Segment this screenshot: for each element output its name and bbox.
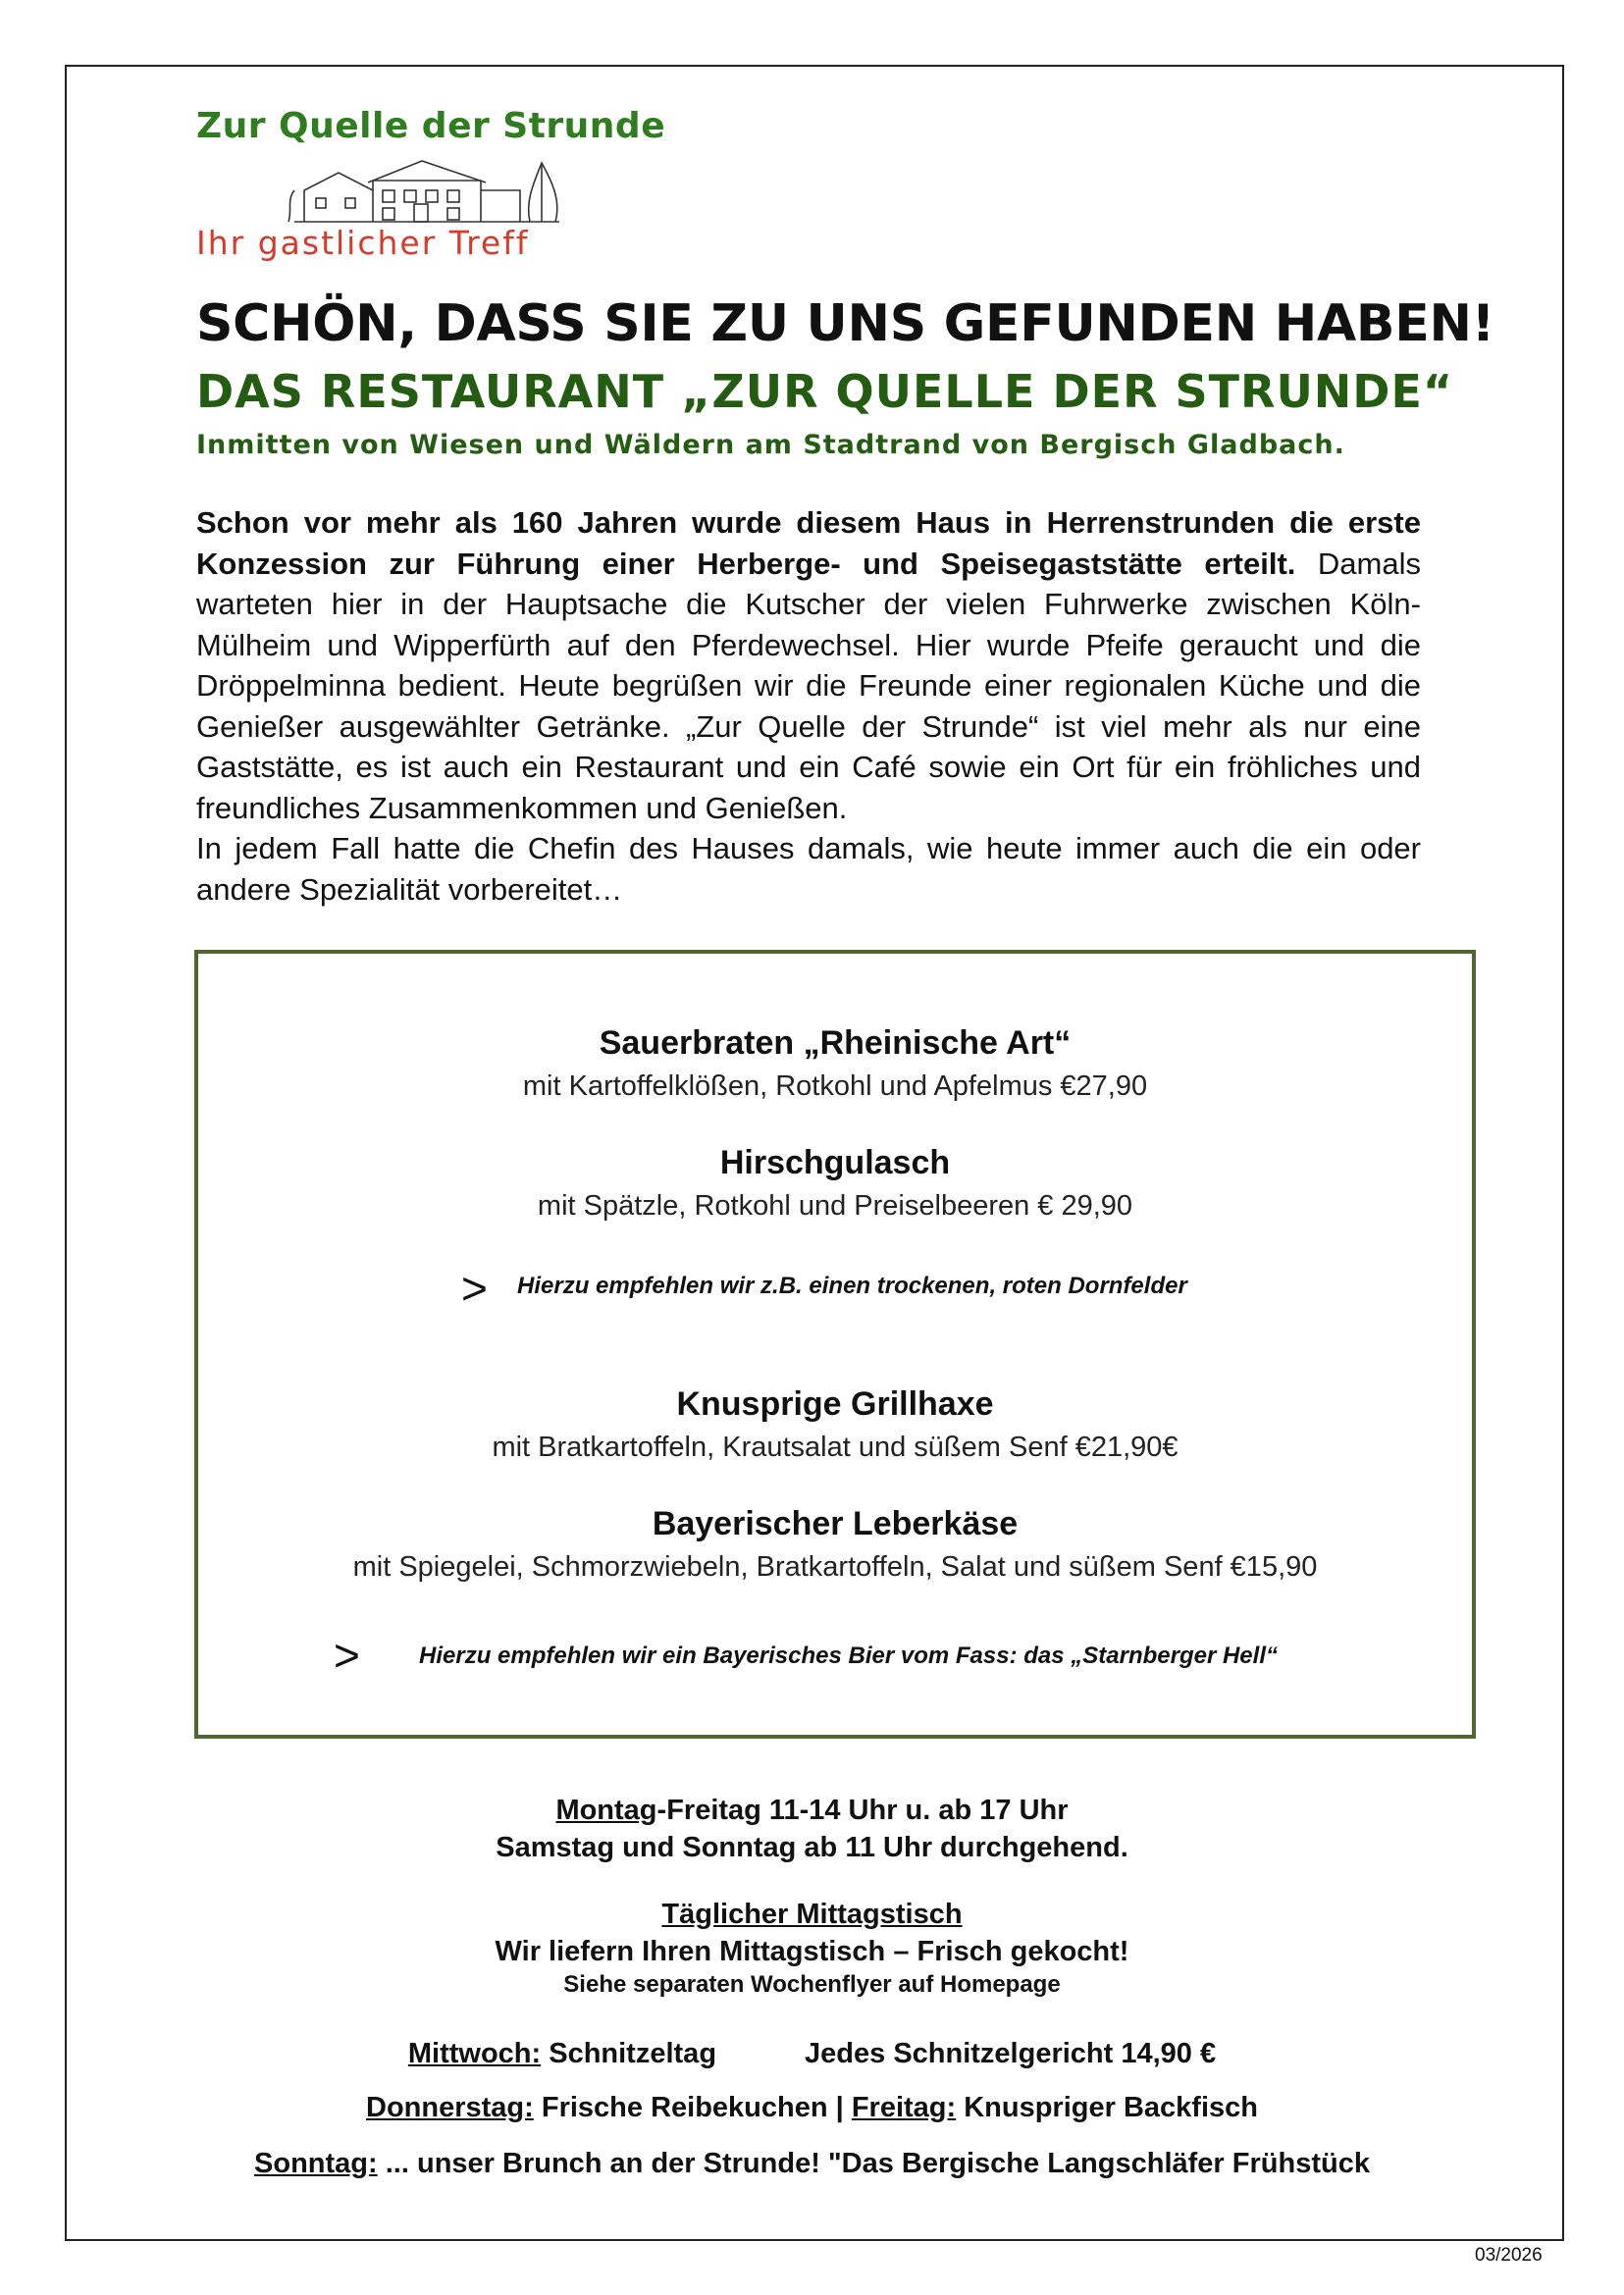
- wednesday-text: Schnitzeltag: [541, 2038, 717, 2069]
- page-subtitle: DAS RESTAURANT „ZUR QUELLE DER STRUNDE“: [196, 365, 1454, 418]
- thursday-label: Donnerstag:: [366, 2092, 534, 2123]
- menu-item: [198, 1024, 1472, 1103]
- dish-description: mit Spätzle, Rotkohl und Preiselbeeren € 29,90: [537, 1190, 1133, 1222]
- wednesday-price: Jedes Schnitzelgericht 14,90 €: [805, 2038, 1217, 2069]
- dish-description: mit Spiegelei, Schmorzwiebeln, Bratkartoffeln, Salat und süßem Senf €15,90: [352, 1551, 1318, 1583]
- thu-fri-special: [0, 2089, 1624, 2126]
- intro-paragraph-1: [196, 502, 1421, 828]
- restaurant-logo: [196, 106, 666, 263]
- specials-menu-box: [194, 950, 1476, 1739]
- friday-label: Freitag:: [851, 2092, 957, 2123]
- sunday-label: Sonntag:: [254, 2148, 378, 2179]
- dish-description: mit Kartoffelklößen, Rotkohl und Apfelmus €27,90: [522, 1070, 1148, 1102]
- intro-paragraph-2: In jedem Fall hatte die Chefin des Hauses damals, wie heute immer auch die ein oder andere Spezialität vorbereitet…: [196, 831, 1421, 907]
- logo-bottom-text: Ihr gastlicher Treff: [196, 224, 530, 262]
- wine-recommendation: Hierzu empfehlen wir z.B. einen trockenen, roten Dornfelder: [517, 1273, 1187, 1299]
- opening-hours: [0, 1792, 1624, 1866]
- weekday-text: -Freitag 11-14 Uhr u. ab 17 Uhr: [656, 1795, 1069, 1826]
- wednesday-line: [0, 2035, 1624, 2072]
- sunday-line: [0, 2145, 1624, 2182]
- dish-name: Knusprige Grillhaxe: [676, 1385, 994, 1423]
- menu-item: [198, 1385, 1472, 1464]
- thursday-text: Frische Reibekuchen |: [533, 2092, 852, 2123]
- beer-recommendation: Hierzu empfehlen wir ein Bayerisches Bier vom Fass: das „Starnberger Hell“: [419, 1643, 1278, 1669]
- intro-rest-text: Damals warteten hier in der Hauptsache die Kutscher der vielen Fuhrwerke zwischen Köln-Mülheim und Wipperfürth auf den Pferdewechsel. Hier wurde Pfeife geraucht und die Dröppelminna bedient. Heute begrüßen wir die Freunde einer regionalen Küche und die Genießer ausgewählter Getränke. „Zur Quelle der Strunde“ ist viel mehr als nur eine Gaststätte, es ist auch ein Restaurant und ein Café sowie ein Ort für ein fröhliches und freundliches Zusammenkommen und Genießen.: [196, 546, 1421, 825]
- menu-item: [198, 1144, 1472, 1223]
- dish-name: Bayerischer Leberkäse: [652, 1505, 1019, 1542]
- arrow-right-icon: >: [461, 1263, 488, 1314]
- page-title: SCHÖN, DASS SIE ZU UNS GEFUNDEN HABEN!: [196, 294, 1495, 353]
- friday-text: Knuspriger Backfisch: [956, 2092, 1258, 2123]
- thu-fri-line: [0, 2089, 1624, 2126]
- hours-weekend: Samstag und Sonntag ab 11 Uhr durchgehend.: [496, 1832, 1128, 1863]
- lunch-line: Wir liefern Ihren Mittagstisch – Frisch gekocht!: [495, 1936, 1129, 1967]
- menu-item: [198, 1505, 1472, 1584]
- house-sketch-icon: [285, 151, 569, 230]
- lunch-title: Täglicher Mittagstisch: [661, 1899, 963, 1930]
- footer-date: 03/2026: [1475, 2245, 1543, 2266]
- arrow-right-icon: >: [334, 1630, 360, 1681]
- dish-name: Sauerbraten „Rheinische Art“: [599, 1024, 1072, 1062]
- sunday-text: ... unser Brunch an der Strunde! "Das Bergische Langschläfer Frühstück: [377, 2148, 1370, 2179]
- intro-bold-text: Schon vor mehr als 160 Jahren wurde diesem Haus in Herrenstrunden die erste Konzession zur Führung einer Herberge- und Speisegaststätte erteilt.: [196, 505, 1421, 581]
- dish-description: mit Bratkartoffeln, Krautsalat und süßem Senf €21,90€: [492, 1432, 1179, 1463]
- dish-name: Hirschgulasch: [719, 1144, 951, 1181]
- logo-top-text: Zur Quelle der Strunde: [196, 106, 666, 146]
- lunch-note: Siehe separaten Wochenflyer auf Homepage: [563, 1971, 1061, 1998]
- intro-text: [196, 502, 1421, 910]
- wednesday-special: [0, 2035, 1624, 2072]
- weekday-label: Montag: [555, 1795, 657, 1826]
- sunday-special: [0, 2145, 1624, 2182]
- page-tagline: Inmitten von Wiesen und Wäldern am Stadtrand von Bergisch Gladbach.: [196, 430, 1345, 460]
- hours-weekday: [0, 1792, 1624, 1829]
- wednesday-label: Mittwoch:: [407, 2038, 542, 2069]
- lunch-section: [0, 1896, 1624, 2000]
